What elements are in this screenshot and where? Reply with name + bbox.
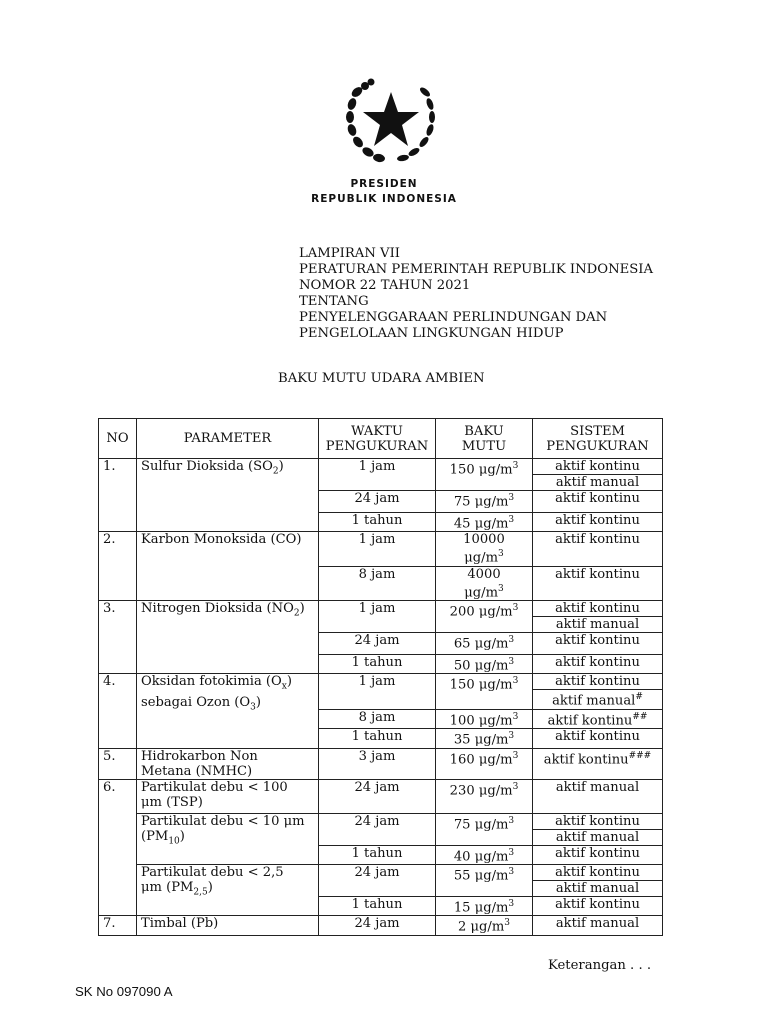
ambient-air-quality-table — [98, 418, 663, 936]
row-number: 7. — [99, 916, 137, 935]
time-cell: 24 jam — [319, 779, 436, 813]
system-cell: aktif kontinu — [533, 729, 663, 748]
value-cell: 40 $\mu g/m^3$ — [436, 845, 533, 864]
row-number: 2. — [99, 532, 137, 601]
heading-line: PENYELENGGARAAN PERLINDUNGAN DAN — [299, 310, 608, 326]
time-cell: 24 jam — [319, 864, 436, 896]
system-cell: aktif kontinu — [533, 459, 663, 475]
system-cell: aktif kontinu — [533, 532, 663, 566]
header-baku-mutu: BAKU MUTU — [436, 419, 533, 459]
parameter-cell: Oksidan fotokimia $(O_x)$ sebagai Ozon $(O_3)$ — [137, 674, 319, 748]
time-cell: 1 jam — [319, 601, 436, 633]
value-cell: 65 $\mu g/m^3$ — [436, 633, 533, 655]
header-no: NO — [99, 419, 137, 459]
value-cell: 230 $\mu g/m^3$ — [436, 779, 533, 813]
heading-line: NOMOR 22 TAHUN 2021 — [299, 278, 471, 294]
system-cell: aktif manual# — [533, 690, 663, 709]
time-cell: 1 tahun — [319, 896, 436, 915]
system-cell: aktif manual — [533, 617, 663, 633]
system-cell: aktif kontinu — [533, 655, 663, 674]
table-row — [99, 674, 663, 690]
table-row — [99, 864, 663, 880]
header-president: PRESIDEN — [350, 178, 418, 190]
time-cell: 1 tahun — [319, 729, 436, 748]
sk-number: SK No 097090 A — [75, 984, 173, 999]
time-cell: 24 jam — [319, 916, 436, 935]
value-cell: 150 $\mu g/m^3$ — [436, 674, 533, 709]
parameter-cell: Karbon Monoksida (CO) — [137, 532, 319, 601]
row-number: 4. — [99, 674, 137, 748]
system-cell: aktif kontinu — [533, 674, 663, 690]
time-cell: 1 tahun — [319, 513, 436, 532]
time-cell: 24 jam — [319, 813, 436, 845]
document-heading — [299, 246, 653, 343]
value-cell: 100 $\mu g/m^3$ — [436, 709, 533, 728]
time-cell: 1 jam — [319, 532, 436, 566]
system-cell: aktif manual — [533, 475, 663, 491]
header-sistem: SISTEM PENGUKURAN — [533, 419, 663, 459]
heading-line: TENTANG — [299, 294, 369, 310]
value-cell: 2 $\mu g/m^3$ — [436, 916, 533, 935]
time-cell: 24 jam — [319, 633, 436, 655]
system-cell: aktif kontinu — [533, 864, 663, 880]
system-cell: aktif kontinu — [533, 813, 663, 829]
value-cell: 200 $\mu g/m^3$ — [436, 601, 533, 633]
row-number: 6. — [99, 779, 137, 916]
time-cell: 8 jam — [319, 709, 436, 728]
system-cell: aktif kontinu — [533, 601, 663, 617]
table-row — [99, 813, 663, 829]
row-number: 1. — [99, 459, 137, 532]
value-cell: 160 $\mu g/m^3$ — [436, 748, 533, 779]
value-cell: 55 $\mu g/m^3$ — [436, 864, 533, 896]
time-cell: 3 jam — [319, 748, 436, 779]
system-cell: aktif manual — [533, 916, 663, 935]
header-republic: REPUBLIK INDONESIA — [311, 193, 457, 205]
value-cell: 150 $\mu g/m^3$ — [436, 459, 533, 491]
heading-line: LAMPIRAN VII — [299, 246, 400, 261]
system-cell: aktif kontinu### — [533, 748, 663, 779]
value-cell: 45 $\mu g/m^3$ — [436, 513, 533, 532]
table-row — [99, 748, 663, 779]
table-row — [99, 601, 663, 617]
parameter-cell: Partikulat debu < 10 μm $(PM_{10})$ — [137, 813, 319, 864]
system-cell: aktif kontinu — [533, 491, 663, 513]
system-cell: aktif kontinu## — [533, 709, 663, 728]
time-cell: 24 jam — [319, 491, 436, 513]
table-title: BAKU MUTU UDARA AMBIEN — [278, 371, 485, 386]
parameter-cell: Partikulat debu < 2,5 μm $(PM_{2,5})$ — [137, 864, 319, 915]
system-cell: aktif manual — [533, 880, 663, 896]
value-cell: 4000 $\mu g/m^3$ — [436, 566, 533, 600]
system-cell: aktif manual — [533, 779, 663, 813]
table-row — [99, 779, 663, 813]
time-cell: 8 jam — [319, 566, 436, 600]
system-cell: aktif kontinu — [533, 566, 663, 600]
value-cell: 35 $\mu g/m^3$ — [436, 729, 533, 748]
parameter-cell: Timbal (Pb) — [137, 916, 319, 935]
parameter-cell: Partikulat debu < 100 μm (TSP) — [137, 779, 319, 813]
time-cell: 1 jam — [319, 674, 436, 709]
parameter-cell: Hidrokarbon Non Metana (NMHC) — [137, 748, 319, 779]
parameter-cell: Sulfur Dioksida $(SO_2)$ — [137, 459, 319, 532]
system-cell: aktif kontinu — [533, 845, 663, 864]
value-cell: 10000 $\mu g/m^3$ — [436, 532, 533, 566]
header-waktu: WAKTU PENGUKURAN — [319, 419, 436, 459]
value-cell: 15 $\mu g/m^3$ — [436, 896, 533, 915]
system-cell: aktif kontinu — [533, 513, 663, 532]
parameter-cell: Nitrogen Dioksida $(NO_2)$ — [137, 601, 319, 674]
table-row — [99, 532, 663, 566]
value-cell: 75 $\mu g/m^3$ — [436, 813, 533, 845]
row-number: 3. — [99, 601, 137, 674]
table-row — [99, 459, 663, 475]
garuda-star-wreath-emblem-icon — [343, 74, 439, 166]
value-cell: 50 $\mu g/m^3$ — [436, 655, 533, 674]
heading-line: PENGELOLAAN LINGKUNGAN HIDUP — [299, 326, 564, 342]
row-number: 5. — [99, 748, 137, 779]
system-cell: aktif kontinu — [533, 633, 663, 655]
system-cell: aktif kontinu — [533, 896, 663, 915]
header-parameter: PARAMETER — [137, 419, 319, 459]
continuation-note: Keterangan . . . — [548, 958, 652, 973]
time-cell: 1 tahun — [319, 655, 436, 674]
value-cell: 75 $\mu g/m^3$ — [436, 491, 533, 513]
table-row — [99, 916, 663, 935]
time-cell: 1 tahun — [319, 845, 436, 864]
time-cell: 1 jam — [319, 459, 436, 491]
heading-line: PERATURAN PEMERINTAH REPUBLIK INDONESIA — [299, 262, 654, 278]
system-cell: aktif manual — [533, 829, 663, 845]
